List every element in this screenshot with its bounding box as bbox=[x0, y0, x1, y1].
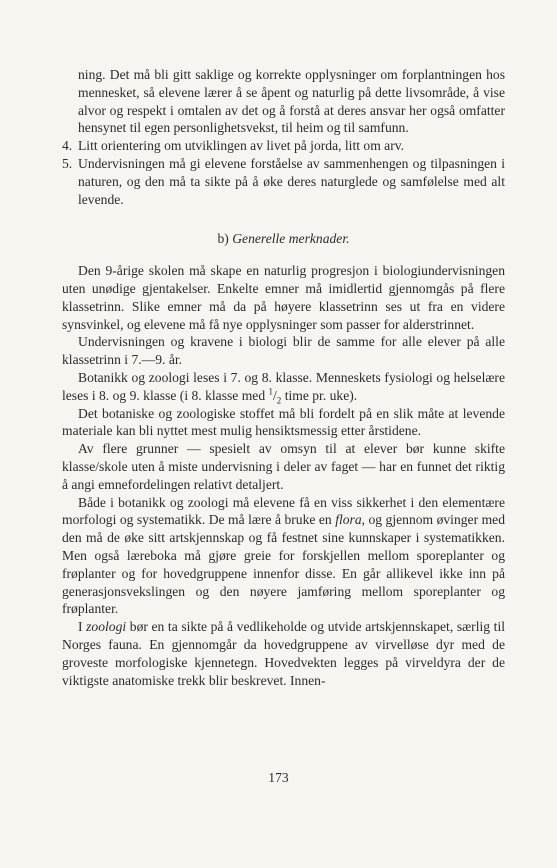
list-text: Litt orientering om utviklingen av livet på jorda, litt om arv. bbox=[78, 138, 405, 154]
continuation-paragraph: ning. Det må bli gitt saklige og korrekte opplysninger om forplantningen hos mennesket, så elevene lærer å se åpent og naturlig på dette livsområde, å vise alvor og respekt i omtalen av det og å forstå at deres ansvar her også omfatter hensynet til egen personlighetsvekst, til heim og til samfunn. bbox=[78, 67, 505, 136]
paragraph-5: Av flere grunner — spesielt av omsyn til at elever bør kunne skifte klasse/skole uten å miste undervisning i deler av faget — har en funnet det riktig å angi emnefordelingen relativt detaljert. bbox=[62, 441, 505, 492]
paragraph-6 bbox=[62, 494, 505, 619]
section-heading bbox=[62, 230, 505, 248]
fraction-denominator: 2 bbox=[276, 395, 282, 406]
page-number: 173 bbox=[268, 770, 289, 785]
paragraph-4: Det botaniske og zoologiske stoffet må bli fordelt på en slik måte at levende materiale kan bli nyttet mest mulig hensiktsmessig etter årstidene. bbox=[62, 405, 505, 439]
paragraph-3: Botanikk og zoologi leses i 7. og 8. klasse. Menneskets fysiologi og helselære leses i 8. og 9. klasse (i 8. klasse med $^1/_2$ time pr. uke). bbox=[62, 369, 505, 406]
paragraph-7-text-a: I bbox=[78, 619, 87, 635]
list-text: Undervisningen må gi elevene forståelse av sammenhengen og tilpasningen i naturen, og den må ta sikte på å øke deres naturglede og samfølelse med alt levende. bbox=[78, 155, 505, 207]
list-number: 4. bbox=[62, 138, 73, 154]
paragraph-7-text-b: bør en ta sikte på å vedlikeholde og utvide artskjennskapet, særlig til Norges fauna. En gjennomgår da hovedgruppene av virvelløse dyr med de groveste morfologiske kjennetegn. Hovedvekten legges på virveldyra der de viktigste anatomiske trekk blir beskrevet. Innen- bbox=[62, 619, 505, 688]
paragraph-3-text-a: Botanikk og zoologi leses i 7. og 8. klasse. Menneskets fysiologi og helselære leses i 8. og 9. klasse (i 8. klasse med bbox=[62, 369, 505, 403]
paragraph-6-text-a: Både i botanikk og zoologi må elevene få en viss sikkerhet i den elementære morfologi og systematikk. De må lære å bruke en bbox=[62, 494, 505, 528]
paragraph-3-text-b: time pr. uke). bbox=[281, 387, 358, 403]
list-item-5 bbox=[62, 155, 505, 208]
emphasis-zoologi: zoologi bbox=[86, 619, 127, 635]
fraction-numerator: 1 bbox=[268, 386, 274, 397]
paragraph-2: Undervisningen og kravene i biologi blir de samme for alle elever på alle klassetrinn i 7.—9. år. bbox=[62, 334, 505, 368]
emphasis-flora: flora bbox=[335, 512, 362, 528]
paragraph-6-text-b: , og gjennom øvinger med den må de øke sitt artskjennskap og få festnet sine kunnskaper i systematikken. Men også læreboka må gjøre greie for forskjellen mellom sporeplanter og frøplanter og for hovedgruppene innenfor disse. En går allikevel ikke inn på generasjonsvekslingen og den nøyere jamføring mellom sporeplanter og frøplanter. bbox=[62, 512, 505, 617]
list-item-4 bbox=[62, 137, 505, 155]
list-number: 5. bbox=[62, 155, 73, 171]
section-label: b) bbox=[217, 231, 229, 247]
body-text bbox=[62, 66, 505, 689]
paragraph-7 bbox=[62, 618, 505, 689]
paragraph-1: Den 9-årige skolen må skape en naturlig progresjon i biologiundervisningen uten unødige gjentakelser. Enkelte emner må imidlertid gjennomgås på flere klassetrinn. Slike emner må da på høyere klassetrinn ses ut fra en videre synsvinkel, og elevene må få nye opplysninger som passer for alderstrinnet. bbox=[62, 263, 505, 332]
section-title: Generelle merknader. bbox=[232, 231, 350, 247]
